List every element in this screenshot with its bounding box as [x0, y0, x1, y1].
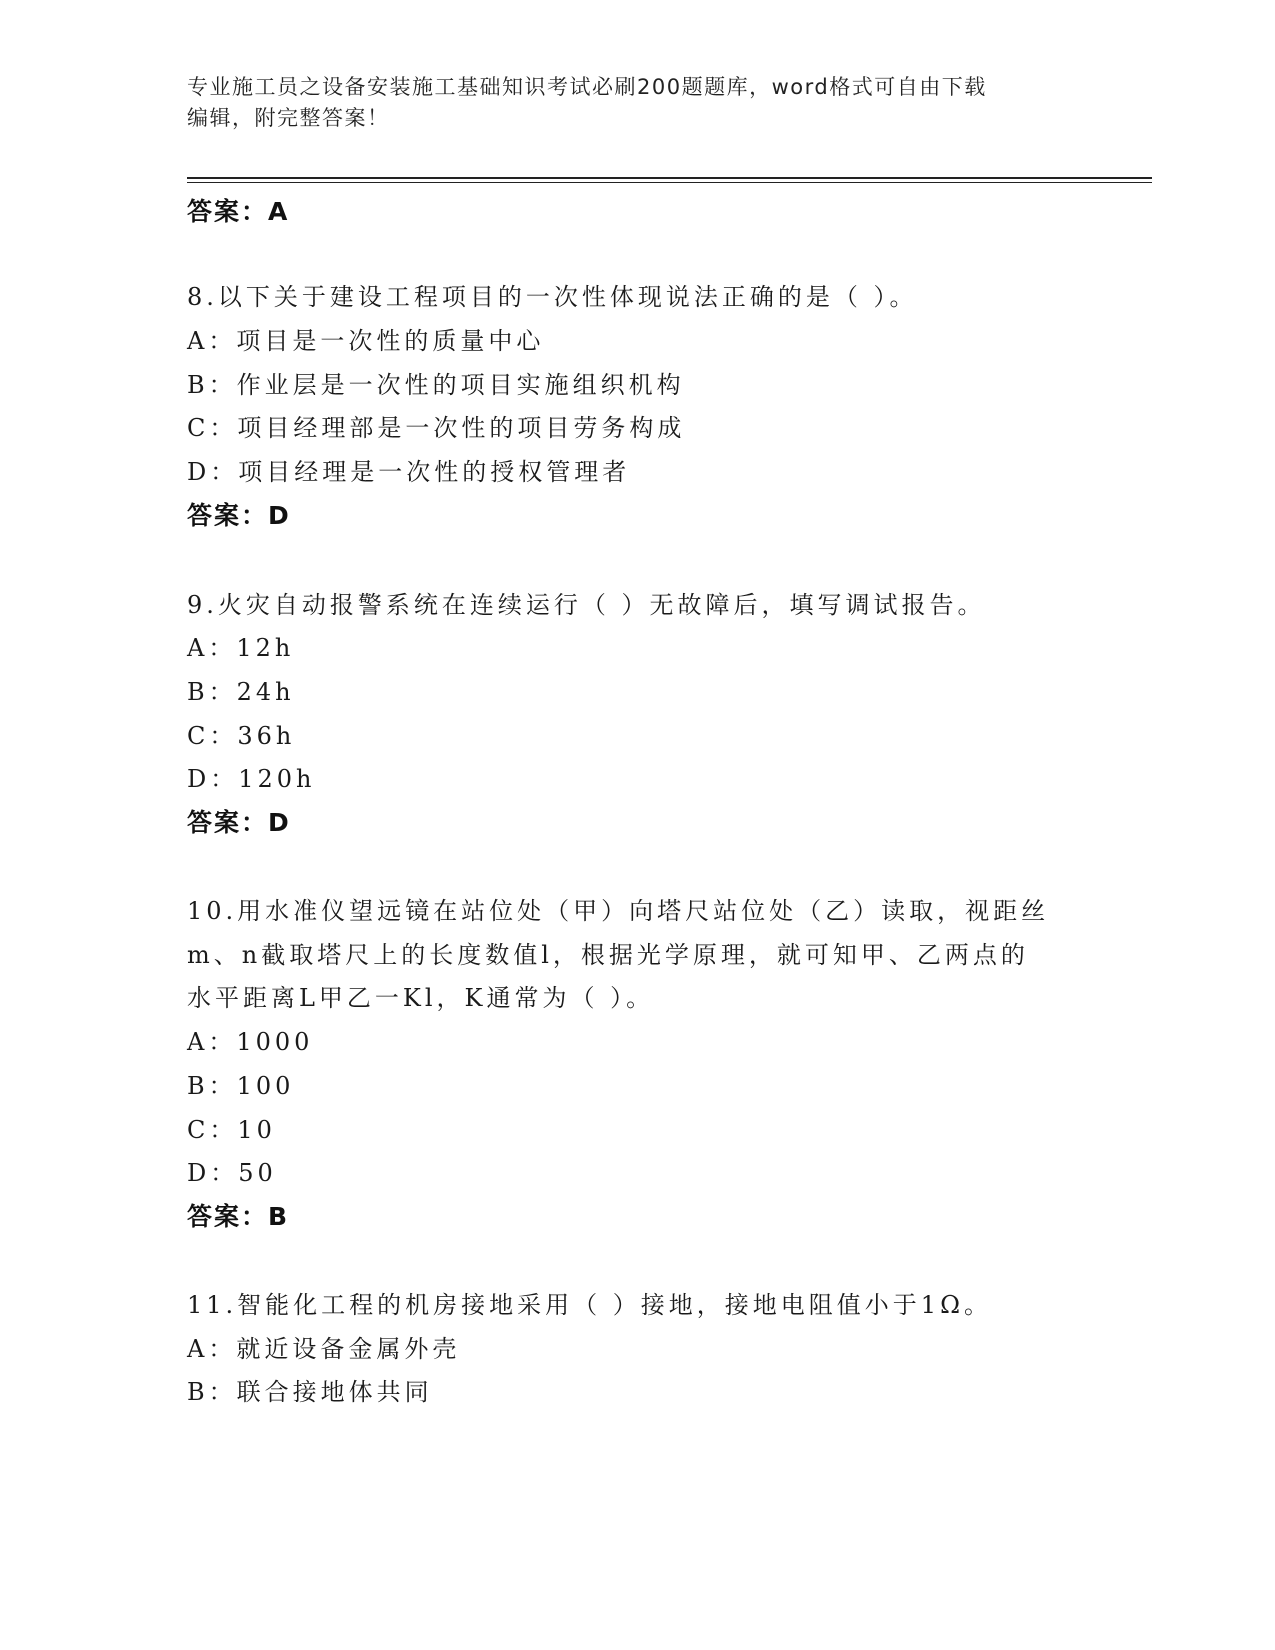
document-header	[187, 72, 1067, 134]
option-a: A：就近设备金属外壳	[187, 1335, 461, 1363]
header-divider-thick	[187, 177, 1152, 179]
option-b: B：作业层是一次性的项目实施组织机构	[187, 371, 685, 399]
answer-line: 答案：B	[187, 1202, 290, 1231]
option-b: B：联合接地体共同	[187, 1378, 433, 1406]
header-divider-thin	[187, 182, 1152, 183]
option-d: D：120h	[187, 765, 316, 793]
option-b: B：100	[187, 1072, 295, 1100]
option-c: C：10	[187, 1116, 276, 1144]
header-line-1: 专业施工员之设备安装施工基础知识考试必刷200题题库，word格式可自由下载	[187, 75, 987, 99]
answer-line: 答案：D	[187, 808, 291, 837]
option-c: C：项目经理部是一次性的项目劳务构成	[187, 414, 686, 442]
option-d: D：50	[187, 1159, 277, 1187]
option-d: D：项目经理是一次性的授权管理者	[187, 458, 631, 486]
option-a: A：12h	[187, 634, 295, 662]
question-stem: 10.用水准仪望远镜在站位处（甲）向塔尺站位处（乙）读取，视距丝	[187, 897, 1050, 925]
question-stem: 11.智能化工程的机房接地采用（ ）接地，接地电阻值小于1Ω。	[187, 1291, 992, 1319]
question-stem: 水平距离L甲乙一Kl，K通常为（ ）。	[187, 984, 655, 1012]
answer-line: 答案：D	[187, 501, 291, 530]
question-stem: 9.火灾自动报警系统在连续运行（ ）无故障后，填写调试报告。	[187, 591, 986, 619]
header-line-2: 编辑，附完整答案！	[187, 106, 390, 130]
option-a: A：1000	[187, 1028, 314, 1056]
option-c: C：36h	[187, 722, 296, 750]
question-stem: 8.以下关于建设工程项目的一次性体现说法正确的是（ ）。	[187, 283, 918, 311]
question-stem: m、n截取塔尺上的长度数值l，根据光学原理，就可知甲、乙两点的	[187, 941, 1029, 969]
option-a: A：项目是一次性的质量中心	[187, 327, 545, 355]
option-b: B：24h	[187, 678, 295, 706]
answer-line: 答案：A	[187, 197, 290, 226]
